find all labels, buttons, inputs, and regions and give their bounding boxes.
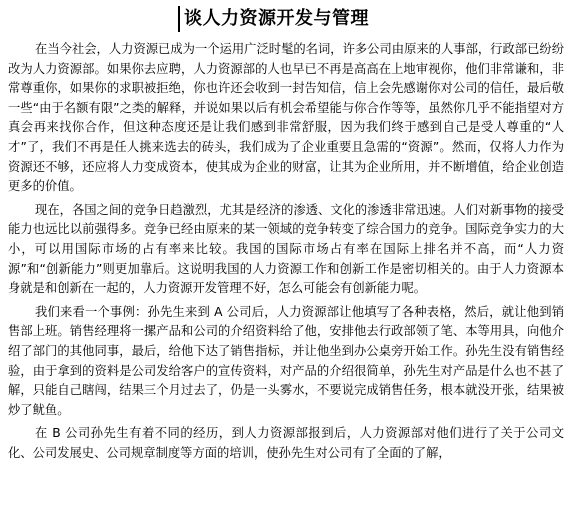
paragraph-1: 在当今社会，人力资源已成为一个运用广泛时髦的名词，许多公司由原来的人事部，行政部已纷纷改为人力资源部。如果你去应聘，人力资源部的人也早已不再是高高在上地审视你，他们非常谦和，非常尊重你，如果你的求职被拒绝，你也许还会收到一封告知信，信上会先感谢你对公司的信任，最后敬一些“由于名额有限”之类的解释，并说如果以后有机会希望能与你合作等等，虽然你几乎不能指望对方真会再来找你合作，但这种态度还是让我们感到非常舒服，因为我们终于感到自己是受人尊重的“人才”了，我们不再是任人挑来选去的砖头，我们成为了企业重要且急需的“资源”。然而，仅将人力作为资源还不够，还应将人力变成资本，使其成为企业的财富，让其为企业所用，并不断增值，给企业创造更多的价值。 bbox=[8, 42, 564, 194]
paragraph-2: 现在，各国之间的竞争日趋激烈，尤其是经济的渗透、文化的渗透非常迅速。人们对新事物的接受能力也远比以前强得多。竞争已经由原来的某一领域的竞争转变了综合国力的竞争。国际竞争实力的大小，可以用国际市场的占有率来比较。我国的国际市场占有率在国际上排名并不高，而“人力资源”和“创新能力”则更加靠后。这说明我国的人力资源工作和创新工作是密切相关的。由于人力资源本身就是和创新在一起的，人力资源开发管理不好，怎么可能会有创新能力呢。 bbox=[8, 202, 564, 296]
article-body bbox=[8, 40, 564, 467]
text-cursor-bar bbox=[178, 6, 180, 32]
paragraph-4: 在 B 公司孙先生有着不同的经历，到人力资源部报到后，人力资源部对他们进行了关于公司文化、公司发展史、公司规章制度等方面的培训，使孙先生对公司有了全面的了解， bbox=[8, 426, 564, 460]
title-block bbox=[178, 6, 369, 32]
article-title: 谈人力资源开发与管理 bbox=[184, 8, 369, 29]
paragraph-3: 我们来看一个事例：孙先生来到 A 公司后，人力资源部让他填写了各种表格，然后，就让他到销售部上班。销售经理将一摞产品和公司的介绍资料给了他，安排他去行政部领了笔、本等用具，向他介绍了部门的其他同事，最后，给他下达了销售指标，并让他坐到办公桌旁开始工作。孙先生没有销售经验，由于拿到的资料是公司发给客户的宣传资料，对产品的介绍很简单，孙先生对产品是什么也不甚了解，只能自己瞎闯，结果三个月过去了，仍是一头雾水，不要说完成销售任务，根本就没开张，结果被炒了鱿鱼。 bbox=[8, 304, 564, 417]
